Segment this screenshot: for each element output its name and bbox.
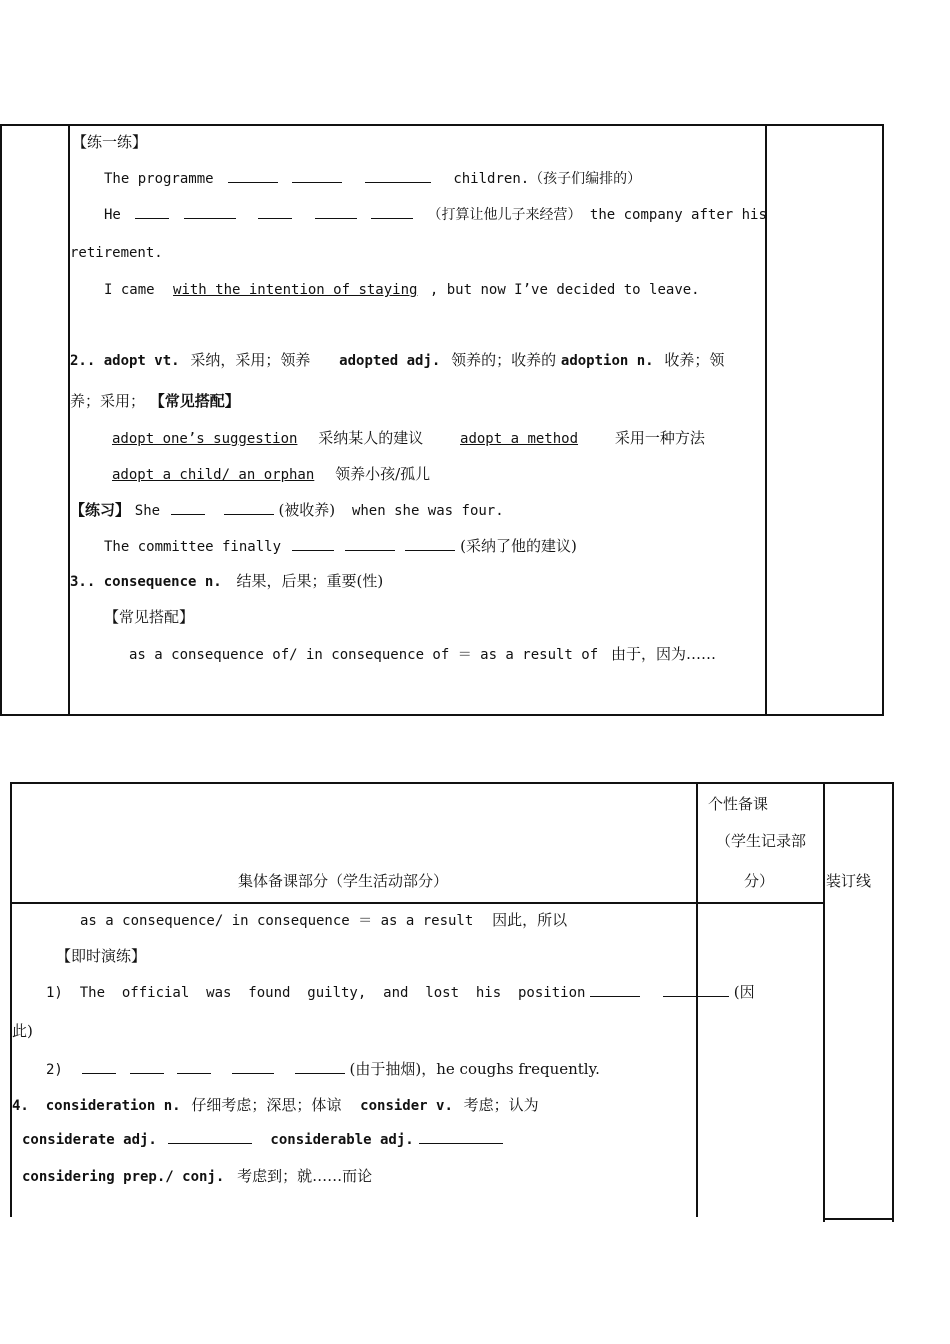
blank bbox=[258, 206, 292, 219]
exercise-line-3: retirement. bbox=[70, 245, 163, 261]
blank bbox=[130, 1061, 164, 1074]
blank bbox=[315, 206, 357, 219]
section-2-line-1: 2.. adopt vt. 采纳，采用；领养 adopted adj. 领养的；收养的 adoption n. 收养；领 bbox=[70, 351, 725, 369]
bottom-line-3: 1) The official was found guilty, and lost his position (因 bbox=[46, 983, 755, 1001]
section-3-collocation-heading: 【常见搭配】 bbox=[104, 608, 195, 626]
bottom-binding-bottom bbox=[823, 1218, 894, 1220]
group-prep-header: 集体备课部分（学生活动部分） bbox=[238, 872, 449, 890]
blank bbox=[405, 538, 455, 551]
bottom-header-divider bbox=[10, 902, 825, 904]
blank bbox=[224, 502, 274, 515]
blank bbox=[232, 1061, 274, 1074]
section-2-line-2: 养；采用； 【常见搭配】 bbox=[70, 392, 240, 410]
blank bbox=[82, 1061, 116, 1074]
bottom-line-8: considering prep./ conj. 考虑到；就……而论 bbox=[22, 1167, 373, 1185]
blank bbox=[345, 538, 395, 551]
practice-line-2: The committee finally (采纳了他的建议) bbox=[104, 537, 577, 555]
exercise-line-4: I came with the intention of staying , but now I’ve decided to leave. bbox=[104, 282, 700, 298]
blank bbox=[135, 206, 169, 219]
blank bbox=[365, 170, 431, 183]
blank bbox=[663, 984, 729, 997]
exercise-line-2: He （打算让他儿子来经营） the company after his bbox=[104, 207, 767, 223]
blank bbox=[419, 1131, 503, 1144]
bottom-left-border-header bbox=[10, 782, 12, 904]
blank bbox=[292, 538, 334, 551]
section-3-line-1: 3.. consequence n. 结果，后果；重要(性) bbox=[70, 572, 384, 590]
blank bbox=[292, 170, 342, 183]
binding-line-label: 装订线 bbox=[826, 872, 872, 890]
personal-prep-header-1: 个性备课 bbox=[708, 795, 769, 813]
blank bbox=[590, 984, 640, 997]
collocation-line-1: adopt one’s suggestion 采纳某人的建议 adopt a method 采用一种方法 bbox=[112, 429, 705, 447]
lianyilian-heading: 【练一练】 bbox=[72, 133, 148, 151]
blank bbox=[295, 1061, 345, 1074]
blank bbox=[371, 206, 413, 219]
blank bbox=[228, 170, 278, 183]
collocation-line-2: adopt a child/ an orphan 领养小孩/孤儿 bbox=[112, 465, 431, 483]
bottom-line-6: 4. consideration n. 仔细考虑；深思；体谅 consider v. 考虑；认为 bbox=[12, 1096, 539, 1114]
bottom-binding-right bbox=[892, 782, 894, 1222]
personal-prep-header-2: （学生记录部 bbox=[716, 832, 807, 850]
bottom-line-7: considerate adj. considerable adj. bbox=[22, 1130, 503, 1148]
personal-prep-header-3: 分） bbox=[744, 872, 775, 890]
blank bbox=[184, 206, 236, 219]
bottom-line-1: as a consequence/ in consequence ＝ as a result 因此，所以 bbox=[80, 911, 568, 929]
bottom-binding-left bbox=[823, 782, 825, 1222]
top-left-divider bbox=[68, 124, 70, 716]
bottom-left-border-body bbox=[10, 902, 12, 1217]
bottom-line-4: 此) bbox=[12, 1022, 33, 1040]
bottom-top-border bbox=[10, 782, 894, 784]
blank bbox=[168, 1131, 252, 1144]
instant-practice-heading: 【即时演练】 bbox=[56, 947, 147, 965]
blank bbox=[177, 1061, 211, 1074]
bottom-line-5: 2) (由于抽烟)，he coughs frequently. bbox=[46, 1060, 600, 1078]
practice-line-1: 【练习】 She (被收养) when she was four. bbox=[70, 501, 504, 519]
exercise-line-1: The programme children.（孩子们编排的） bbox=[104, 171, 642, 187]
section-3-line-2: as a consequence of/ in consequence of ＝ as a result of 由于，因为…… bbox=[129, 645, 716, 663]
blank bbox=[171, 502, 205, 515]
